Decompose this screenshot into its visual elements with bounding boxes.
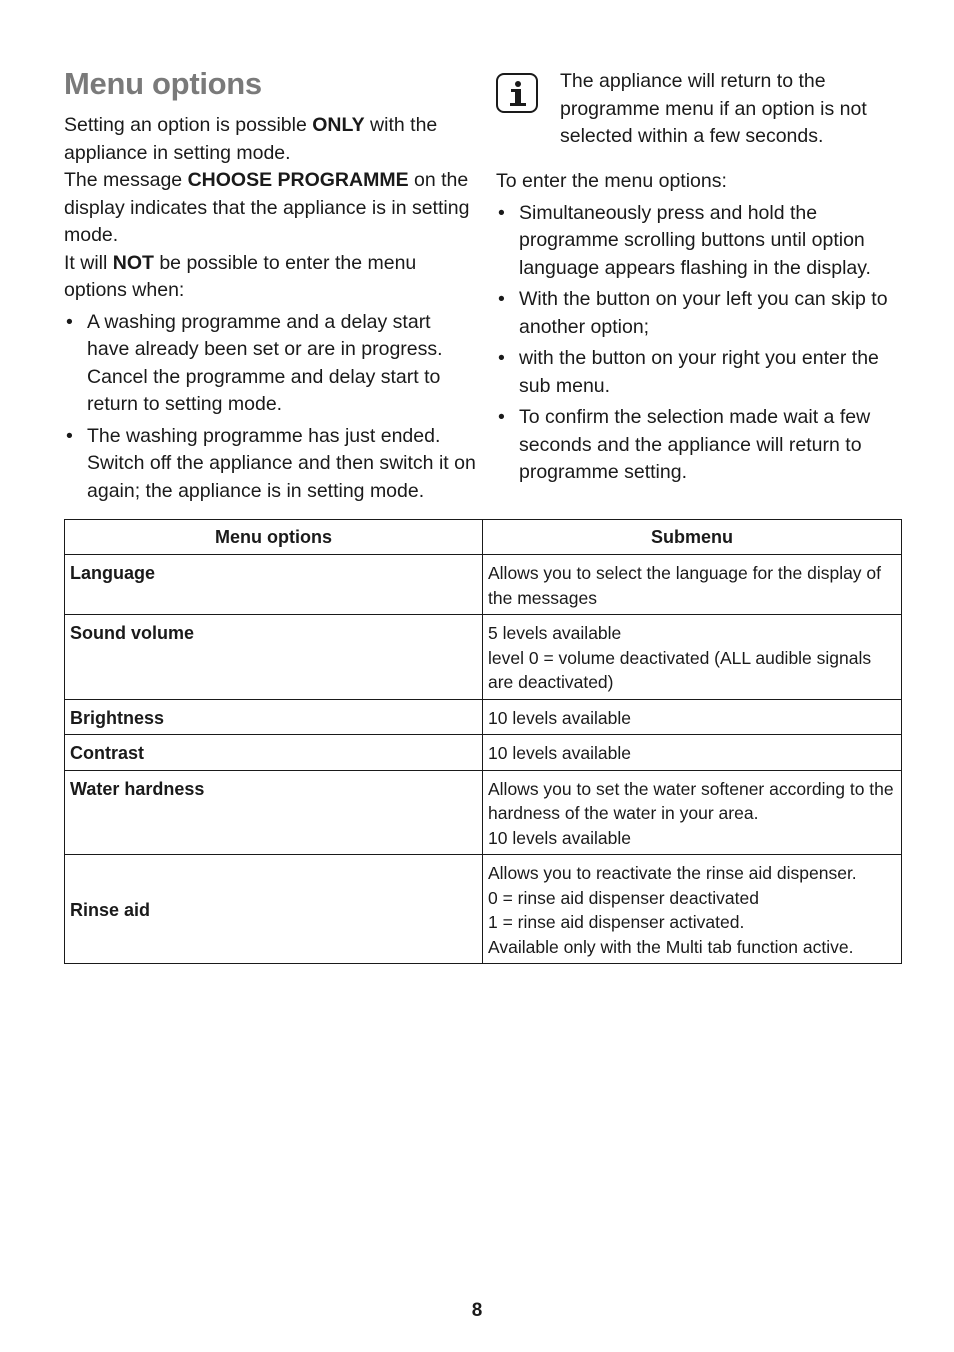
submenu-cell: 5 levels available level 0 = volume deactivated (ALL audible signals are deactivated): [483, 615, 902, 700]
list-item: • With the button on your left you can skip to another option;: [496, 286, 906, 341]
info-text: The appliance will return to the programme menu if an option is not selected within a few seconds.: [560, 70, 867, 147]
right-bullet-list: [496, 200, 906, 487]
left-bullet-list: [64, 309, 476, 506]
paragraph-setting-option: Setting an option is possible ONLY with the appliance in setting mode.: [64, 114, 438, 164]
option-rinse-aid: Rinse aid: [65, 855, 483, 964]
header-submenu: Submenu: [483, 520, 902, 555]
list-item: • To confirm the selection made wait a few seconds and the appliance will return to programme setting.: [496, 404, 906, 487]
option-water-hardness: Water hardness: [65, 770, 483, 855]
paragraph-choose-programme: The message CHOOSE PROGRAMME on the display indicates that the appliance is in setting mode.: [64, 169, 470, 246]
submenu-cell: 10 levels available: [483, 699, 902, 735]
table-row: [65, 699, 902, 735]
right-column: [496, 68, 906, 491]
option-sound-volume: Sound volume: [65, 615, 483, 700]
table-row: [65, 855, 902, 964]
submenu-cell: Allows you to set the water softener according to the hardness of the water in your area. 10 levels available: [483, 770, 902, 855]
option-language: Language: [65, 555, 483, 615]
header-menu-options: Menu options: [65, 520, 483, 555]
list-item: • with the button on your right you enter the sub menu.: [496, 345, 906, 400]
option-contrast: Contrast: [65, 735, 483, 771]
info-icon: [496, 73, 538, 113]
table-row: [65, 555, 902, 615]
table-row: [65, 735, 902, 771]
table-row: [65, 770, 902, 855]
info-note: [496, 68, 906, 168]
option-brightness: Brightness: [65, 699, 483, 735]
page-number: 8: [471, 1300, 483, 1321]
menu-entry-intro: To enter the menu options:: [496, 170, 727, 192]
table-row: [65, 615, 902, 700]
submenu-cell: 10 levels available: [483, 735, 902, 771]
list-item: • Simultaneously press and hold the programme scrolling buttons until option language appears flashing in the display.: [496, 200, 906, 283]
left-column: [64, 64, 476, 509]
list-item: • A washing programme and a delay start have already been set or are in progress. Cancel the programme and delay start to return to setting mode.: [64, 309, 476, 419]
page-title: Menu options: [64, 66, 262, 101]
submenu-cell: Allows you to select the language for the display of the messages: [483, 555, 902, 615]
submenu-cell: Allows you to reactivate the rinse aid dispenser. 0 = rinse aid dispenser deactivated 1 = rinse aid dispenser activated. Available only with the Multi tab function active.: [483, 855, 902, 964]
list-item: • The washing programme has just ended. Switch off the appliance and then switch it on again; the appliance is in setting mode.: [64, 423, 476, 506]
table-header-row: [65, 520, 902, 555]
menu-options-table: [64, 519, 902, 964]
paragraph-not-possible: It will NOT be possible to enter the menu options when:: [64, 251, 417, 301]
